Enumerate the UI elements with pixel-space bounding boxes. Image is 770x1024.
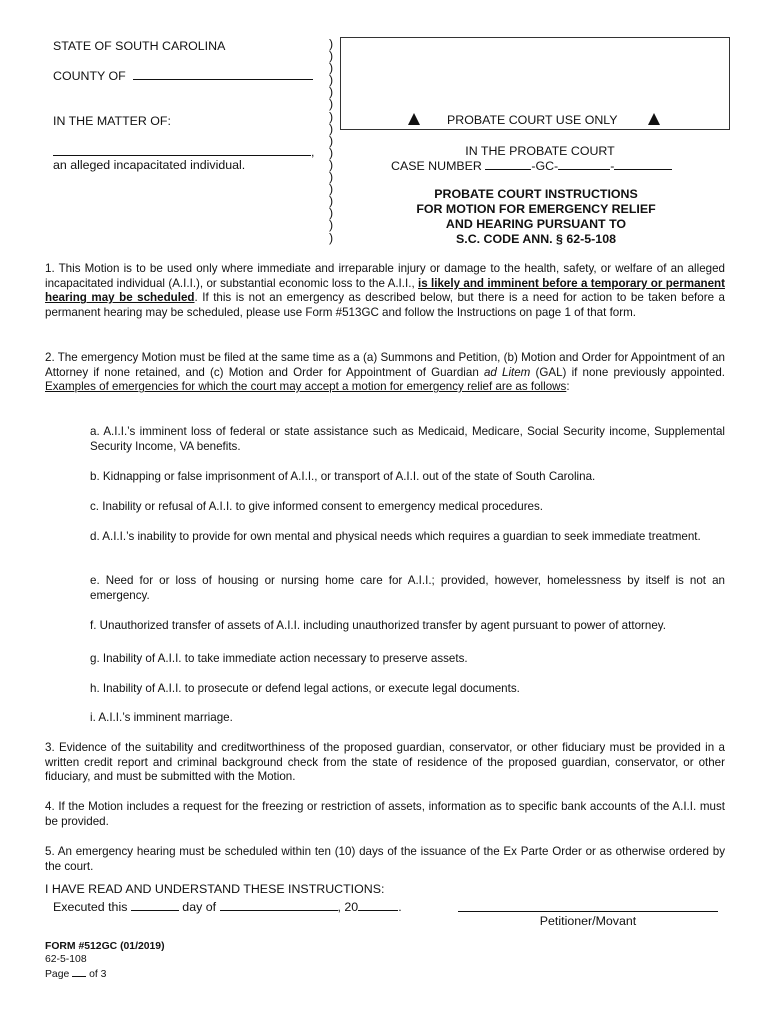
- page-prefix: Page: [45, 969, 70, 980]
- execution-period: .: [398, 900, 402, 914]
- case-gc: -GC-: [531, 159, 559, 173]
- acknowledgment-heading: I HAVE READ AND UNDERSTAND THESE INSTRUCTIONS:: [45, 882, 385, 896]
- paragraph-5: 5. An emergency hearing must be scheduled within ten (10) days of the issuance of the Ex Parte Order or as otherwise ordered by the court.: [45, 845, 725, 873]
- court-use-only-label: PROBATE COURT USE ONLY: [447, 113, 618, 127]
- example-g: g. Inability of A.I.I. to take immediate action necessary to preserve assets.: [90, 652, 468, 665]
- signature-line[interactable]: [458, 911, 718, 912]
- case-number-line: [391, 158, 672, 174]
- execution-line: [53, 899, 433, 915]
- execution-day-blank[interactable]: [131, 899, 179, 911]
- example-b: b. Kidnapping or false imprisonment of A.I.I., or transport of A.I.I. out of the state of South Carolina.: [90, 470, 596, 483]
- paragraph-1-emphasis: is likely and imminent before a temporary or permanent hearing may be scheduled: [45, 276, 725, 305]
- case-number-blank-3[interactable]: [614, 158, 672, 170]
- example-a: a. A.I.I.’s imminent loss of federal or state assistance such as Medicaid, Medicare, Social Security income, Supplemental Security Income, VA benefits.: [90, 425, 725, 453]
- example-c: c. Inability or refusal of A.I.I. to give informed consent to emergency medical procedures.: [90, 500, 544, 513]
- page-indicator: [45, 967, 106, 981]
- petitioner-label: Petitioner/Movant: [539, 914, 637, 928]
- title-line-1: PROBATE COURT INSTRUCTIONS: [434, 187, 638, 201]
- example-f: f. Unauthorized transfer of assets of A.I.I. including unauthorized transfer by agent pursuant to power of attorney.: [90, 619, 666, 632]
- caption-parentheses: ) ) ) ) ) ) ) ) ) ) ) ) ) ) ) ) ): [329, 37, 334, 245]
- executed-this-label: Executed this: [53, 900, 128, 914]
- statute-code: 62-5-108: [45, 954, 87, 965]
- individual-name-blank[interactable]: [53, 144, 311, 156]
- triangle-right-icon: [648, 113, 660, 129]
- example-e: e. Need for or loss of housing or nursing home care for A.I.I.; provided, however, homelessness by itself is not an emergency.: [90, 574, 725, 602]
- execution-year-blank[interactable]: [358, 899, 398, 911]
- page-number-blank[interactable]: [72, 967, 86, 977]
- county-label: COUNTY OF: [53, 69, 126, 83]
- title-line-4: S.C. CODE ANN. § 62-5-108: [456, 232, 616, 246]
- paragraph-4: 4. If the Motion includes a request for the freezing or restriction of assets, information as to specific bank accounts of the A.I.I. must be provided.: [45, 800, 725, 828]
- example-i: i. A.I.I.’s imminent marriage.: [90, 711, 233, 724]
- execution-month-blank[interactable]: [220, 899, 338, 911]
- county-blank[interactable]: [133, 68, 313, 80]
- page-suffix: of 3: [89, 969, 107, 980]
- paragraph-2: 2. The emergency Motion must be filed at the same time as a (a) Summons and Petition, (b) Motion and Order for Appointment of an Attorney if none retained, and (c) Motion and Order for Appointment of Guardian ad Litem (GAL) if none previously appointed. Examples of emergencies for which the court may accept a motion for emergency relief are as follows:: [45, 351, 725, 394]
- triangle-left-icon: [408, 113, 420, 129]
- county-line: [53, 68, 313, 84]
- title-line-2: FOR MOTION FOR EMERGENCY RELIEF: [416, 202, 656, 216]
- day-of-label: day of: [182, 900, 217, 914]
- examples-intro: Examples of emergencies for which the court may accept a motion for emergency relief are as follows: [45, 380, 567, 394]
- case-number-blank-2[interactable]: [558, 158, 610, 170]
- paragraph-3: 3. Evidence of the suitability and creditworthiness of the proposed guardian, conservator, or other fiduciary must be provided in a written credit report and criminal background check from the state of residence of the proposed guardian, conservator, or other fiduciary, and must be submitted with the Motion.: [45, 741, 725, 784]
- year-prefix: , 20: [337, 900, 359, 914]
- case-number-label: CASE NUMBER: [391, 159, 482, 173]
- example-h: h. Inability of A.I.I. to prosecute or defend legal actions, or execute legal documents.: [90, 682, 520, 695]
- form-id: FORM #512GC (01/2019): [45, 941, 165, 952]
- comma: ,: [311, 145, 315, 159]
- case-number-blank-1[interactable]: [485, 158, 531, 170]
- court-name: IN THE PROBATE COURT: [465, 144, 615, 158]
- title-line-3: AND HEARING PURSUANT TO: [445, 217, 627, 231]
- matter-label: IN THE MATTER OF:: [53, 114, 171, 128]
- state-label: STATE OF SOUTH CAROLINA: [53, 39, 226, 53]
- ad-litem-italic: ad Litem: [483, 365, 531, 379]
- individual-label: an alleged incapacitated individual.: [53, 158, 246, 172]
- example-d: d. A.I.I.’s inability to provide for own mental and physical needs which requires a guardian to seek immediate treatment.: [90, 530, 701, 543]
- case-dash: -: [610, 159, 615, 173]
- paragraph-1: 1. This Motion is to be used only where immediate and irreparable injury or damage to the health, safety, or welfare of an alleged incapacitated individual (A.I.I.), or substantial economic loss to the A.I.I., is likely and imminent before a temporary or permanent hearing may be scheduled. If this is not an emergency as described below, but there is a need for action to be taken before a permanent hearing may be scheduled, please use Form #513GC and follow the Instructions on page 1 of that form.: [45, 262, 725, 319]
